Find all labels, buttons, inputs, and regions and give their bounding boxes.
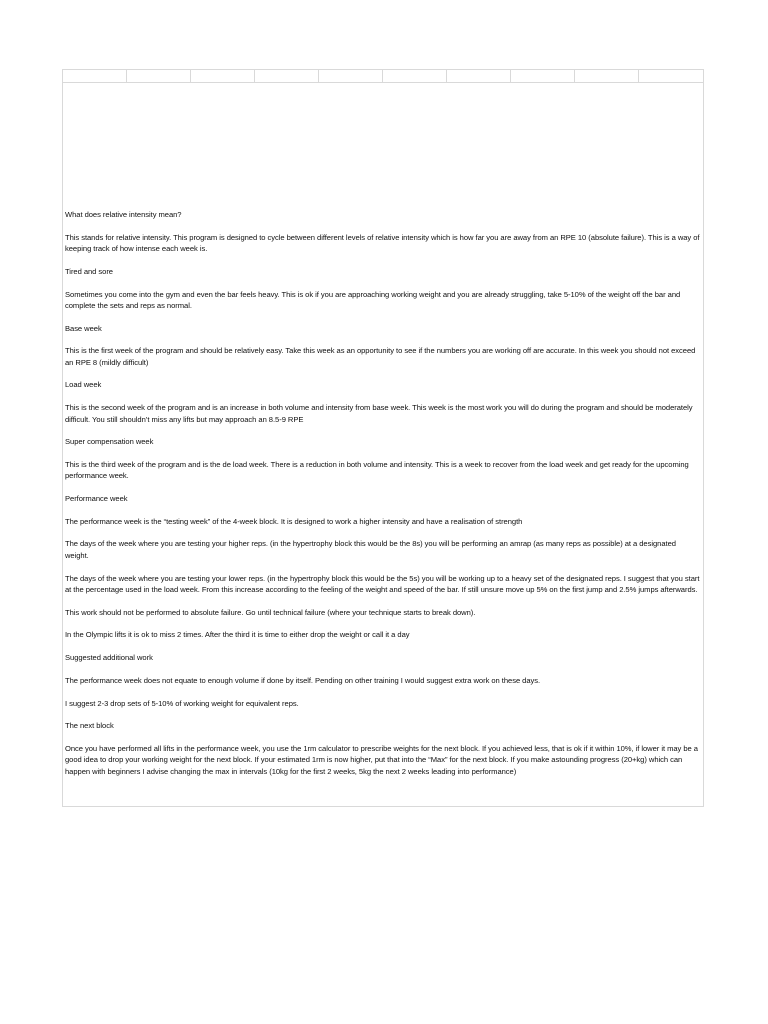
section-heading: Load week	[65, 380, 102, 390]
spreadsheet-sheet	[62, 69, 704, 807]
grid-cell[interactable]	[191, 70, 255, 82]
paragraph: The performance week does not equate to enough volume if done by itself. Pending on other training I would suggest extra work on these days.	[65, 675, 541, 685]
grid-cell[interactable]	[63, 70, 127, 82]
grid-cell[interactable]	[447, 70, 511, 82]
paragraph: This work should not be performed to absolute failure. Go until technical failure (where your technique starts to break down).	[65, 607, 476, 617]
paragraph: The days of the week where you are testing your lower reps. (in the hypertrophy block this would be the 5s) you will be working up to a heavy set of the designated reps. I suggest that you start at the percentage used in the load week. From this increase according to the feeling of the weight and speed of the bar. If still unsure move up 5% on the first jump and 2.5% jumps afterwards.	[65, 573, 700, 594]
grid-cell[interactable]	[127, 70, 191, 82]
grid-cell[interactable]	[319, 70, 383, 82]
paragraph: In the Olympic lifts it is ok to miss 2 times. After the third it is time to either drop the weight or call it a day	[65, 630, 410, 640]
section-heading: What does relative intensity mean?	[65, 210, 182, 219]
paragraph: Sometimes you come into the gym and even the bar feels heavy. This is ok if you are approaching working weight and you are already struggling, take 5-10% of the weight off the bar and complete the sets and reps as normal.	[65, 289, 681, 310]
section-heading: Super compensation week	[65, 437, 154, 447]
grid-cell[interactable]	[255, 70, 319, 82]
paragraph: This stands for relative intensity. This program is designed to cycle between different levels of relative intensity which is how far you are away from an RPE 10 (absolute failure). This is a way of keeping track of how intense each week is.	[65, 232, 700, 254]
paragraph: I suggest 2-3 drop sets of 5-10% of working weight for equivalent reps.	[65, 698, 299, 708]
document-body	[65, 209, 701, 777]
grid-cell[interactable]	[639, 70, 703, 82]
section-heading: Suggested additional work	[65, 653, 153, 663]
paragraph: Once you have performed all lifts in the performance week, you use the 1rm calculator to prescribe weights for the next block. If you achieved less, that is ok if it within 10%, if lower it may be a good idea to drop your working weight for the next block. If your estimated 1rm is now higher, put that into the “Max” for the next block. If you make astounding progress (20+kg) which can happen with beginners I advise changing the max in intervals (10kg for the first 2 weeks, 5kg the next 2 weeks leading into performance)	[65, 743, 698, 776]
section-heading: Base week	[65, 323, 102, 333]
header-grid-row	[63, 70, 703, 83]
paragraph: This is the second week of the program and is an increase in both volume and intensity from base week. This week is the most work you will do during the program and should be moderately difficult. You still shouldn’t miss any lifts but may approach an 8.5-9 RPE	[65, 403, 693, 424]
grid-cell[interactable]	[575, 70, 639, 82]
grid-cell[interactable]	[383, 70, 447, 82]
grid-cell[interactable]	[511, 70, 575, 82]
paragraph: The performance week is the “testing week” of the 4-week block. It is designed to work a higher intensity and have a realisation of strength	[65, 516, 523, 526]
paragraph: The days of the week where you are testing your higher reps. (in the hypertrophy block this would be the 8s) you will be performing an amrap (as many reps as possible) at a designated weight.	[65, 539, 676, 560]
section-heading: Performance week	[65, 494, 128, 504]
section-heading: The next block	[65, 721, 114, 731]
paragraph: This is the third week of the program and is the de load week. There is a reduction in both volume and intensity. This is a week to recover from the load week and get ready for the upcoming performance week.	[65, 459, 689, 481]
section-heading: Tired and sore	[65, 266, 113, 276]
paragraph: This is the first week of the program and should be relatively easy. Take this week as an opportunity to see if the numbers you are working off are accurate. In this week you should not exceed an RPE 8 (mildly difficult)	[65, 346, 696, 367]
